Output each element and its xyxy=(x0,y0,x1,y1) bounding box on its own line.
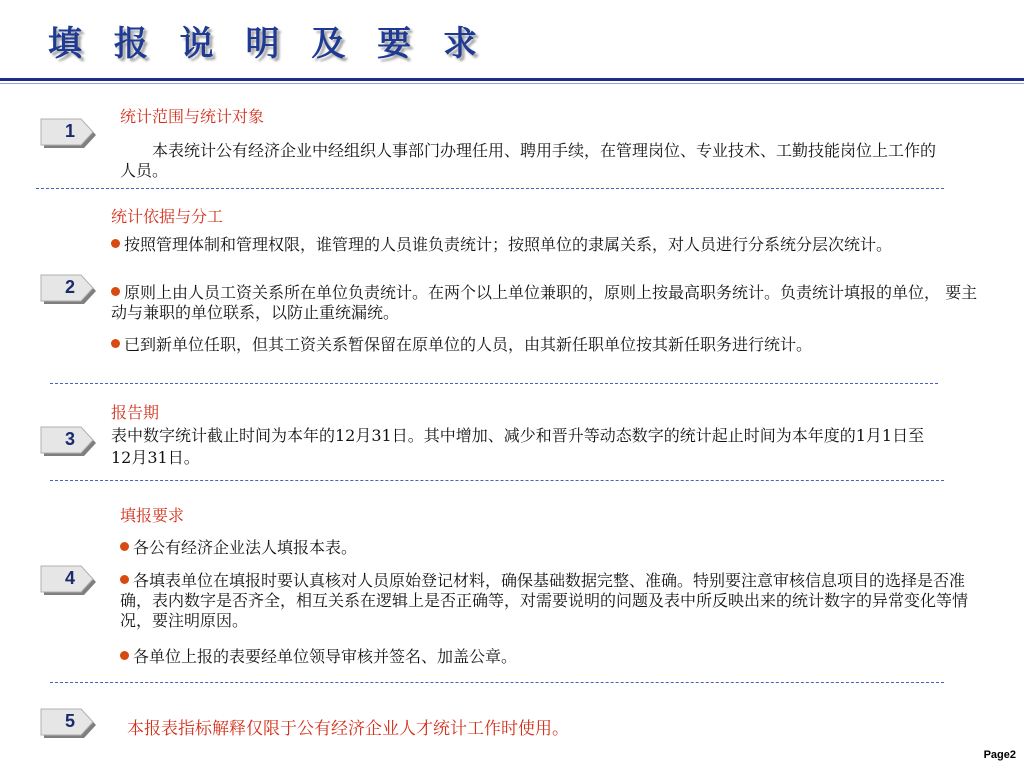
section-heading-3: 报告期 xyxy=(111,403,160,422)
bullet-dot-icon xyxy=(111,339,120,348)
section-badge-2 xyxy=(40,272,102,310)
section-number-1: 1 xyxy=(64,121,75,141)
section-number-4: 4 xyxy=(64,568,75,588)
section-number-5: 5 xyxy=(64,711,75,731)
bullet-dot-icon xyxy=(111,287,120,296)
section-badge-3 xyxy=(40,424,102,462)
page-title: 填 报 说 明 及 要 求 xyxy=(48,24,488,64)
bullet-text: 按照管理体制和管理权限，谁管理的人员谁负责统计；按照单位的隶属关系，对人员进行分系统分层次统计。 xyxy=(124,235,893,254)
bullet-dot-icon xyxy=(120,575,129,584)
page-number: Page2 xyxy=(983,749,1016,761)
bullet-text: 各单位上报的表要经单位领导审核并签名、加盖公章。 xyxy=(133,647,518,666)
bullet-text: 各填表单位在填报时要认真核对人员原始登记材料，确保基础数据完整、准确。特别要注意审核信息项目的选择是否准确，表内数字是否齐全，相互关系在逻辑上是否正确等，对需要说明的问题及表中所反映出来的统计数字的异常变化等情况，要注明原因。 xyxy=(120,571,969,630)
bullet-item xyxy=(120,571,990,631)
section-heading-4: 填报要求 xyxy=(120,506,185,525)
bullet-dot-icon xyxy=(120,651,129,660)
closing-note: 本报表指标解释仅限于公有经济企业人才统计工作时使用。 xyxy=(127,719,569,739)
title-rule-thin xyxy=(0,83,1024,84)
bullet-item xyxy=(120,538,990,558)
section-badge-5 xyxy=(40,706,102,744)
section-text-3: 表中数字统计截止时间为本年的12月31日。其中增加、减少和晋升等动态数字的统计起止时间为本年度的1月1日至12月31日。 xyxy=(111,426,925,467)
bullet-text: 各公有经济企业法人填报本表。 xyxy=(133,538,358,557)
divider-3 xyxy=(50,480,944,481)
divider-4 xyxy=(50,682,944,683)
section-text-1: 本表统计公有经济企业中经组织人事部门办理任用、聘用手续，在管理岗位、专业技术、工勤技能岗位上工作的人员。 xyxy=(120,141,937,180)
bullet-item xyxy=(111,283,989,323)
divider-1 xyxy=(36,188,944,189)
bullet-text: 原则上由人员工资关系所在单位负责统计。在两个以上单位兼职的，原则上按最高职务统计。负责统计填报的单位， 要主动与兼职的单位联系，以防止重统漏统。 xyxy=(111,283,978,322)
bullet-dot-icon xyxy=(120,542,129,551)
bullet-text: 已到新单位任职，但其工资关系暂保留在原单位的人员，由其新任职单位按其新任职务进行统计。 xyxy=(124,335,813,354)
section-badge-1 xyxy=(40,116,102,154)
divider-2 xyxy=(50,383,938,384)
title-rule xyxy=(0,78,1024,81)
section-heading-1: 统计范围与统计对象 xyxy=(120,107,265,126)
section-heading-2: 统计依据与分工 xyxy=(111,207,224,226)
bullet-dot-icon xyxy=(111,239,120,248)
section-number-3: 3 xyxy=(64,429,75,449)
bullet-item xyxy=(111,335,989,355)
bullet-item xyxy=(120,647,990,667)
bullet-item xyxy=(111,235,989,255)
section-badge-4 xyxy=(40,563,102,601)
section-number-2: 2 xyxy=(64,277,75,297)
